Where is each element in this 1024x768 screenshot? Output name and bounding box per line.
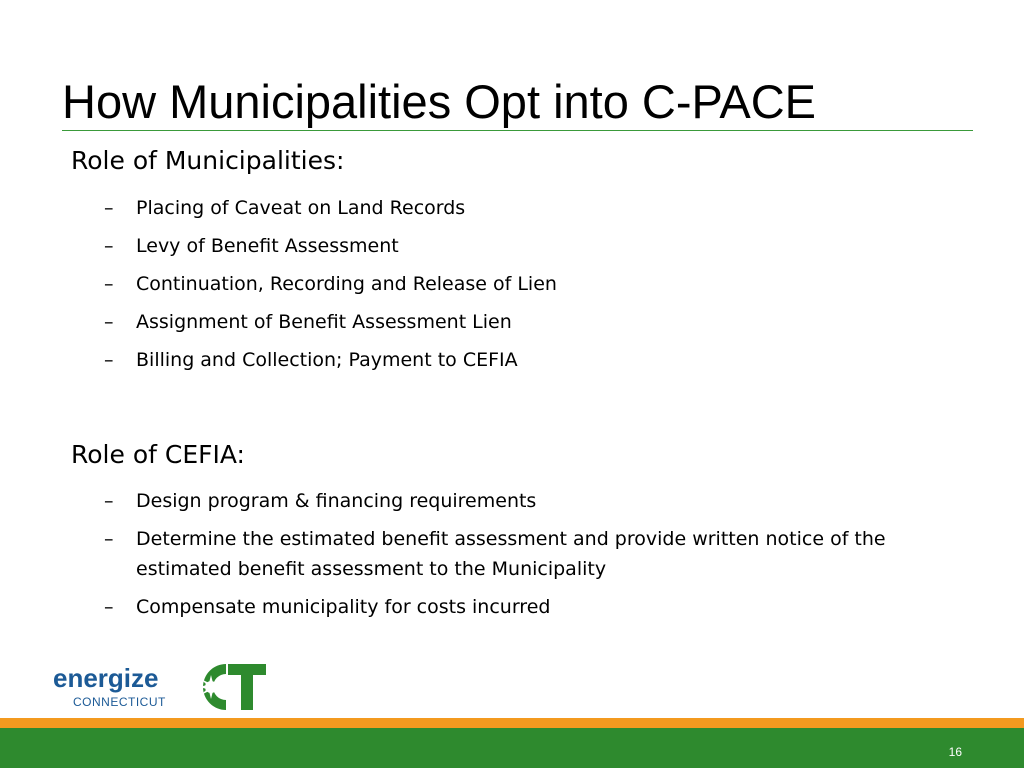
slide-title: How Municipalities Opt into C-PACE	[62, 75, 816, 128]
list-item-text: Design program & financing requirements	[136, 490, 537, 512]
bullet-dash: –	[104, 235, 114, 257]
logo-t-stem	[241, 664, 253, 710]
footer-bar	[0, 728, 1024, 768]
list-item-text: Continuation, Recording and Release of Lien	[136, 273, 557, 295]
bullet-dash: –	[104, 528, 114, 550]
bullet-dash: –	[104, 490, 114, 512]
section-heading-municipalities: Role of Municipalities:	[71, 146, 345, 175]
bullet-dash: –	[104, 197, 114, 219]
list-item-text: Determine the estimated benefit assessment and provide written notice of the estimated benefit assessment to the Municipality	[136, 528, 886, 580]
page-number: 16	[948, 745, 962, 759]
logo-wordmark: energize	[53, 663, 159, 693]
section-heading-cefia: Role of CEFIA:	[71, 440, 245, 469]
list-item-text: Billing and Collection; Payment to CEFIA	[136, 349, 518, 371]
bullet-dash: –	[104, 311, 114, 333]
bullet-dash: –	[104, 596, 114, 618]
list-item-text: Compensate municipality for costs incurred	[136, 596, 551, 618]
list-item-text: Placing of Caveat on Land Records	[136, 197, 466, 219]
bullet-dash: –	[104, 273, 114, 295]
list-item-text: Levy of Benefit Assessment	[136, 235, 399, 257]
list-item-text: Assignment of Benefit Assessment Lien	[136, 311, 512, 333]
starburst-icon	[199, 675, 223, 699]
title-underline	[62, 130, 973, 131]
logo-subtitle: CONNECTICUT	[73, 695, 166, 709]
bullet-dash: –	[104, 349, 114, 371]
footer-accent-stripe	[0, 718, 1024, 728]
